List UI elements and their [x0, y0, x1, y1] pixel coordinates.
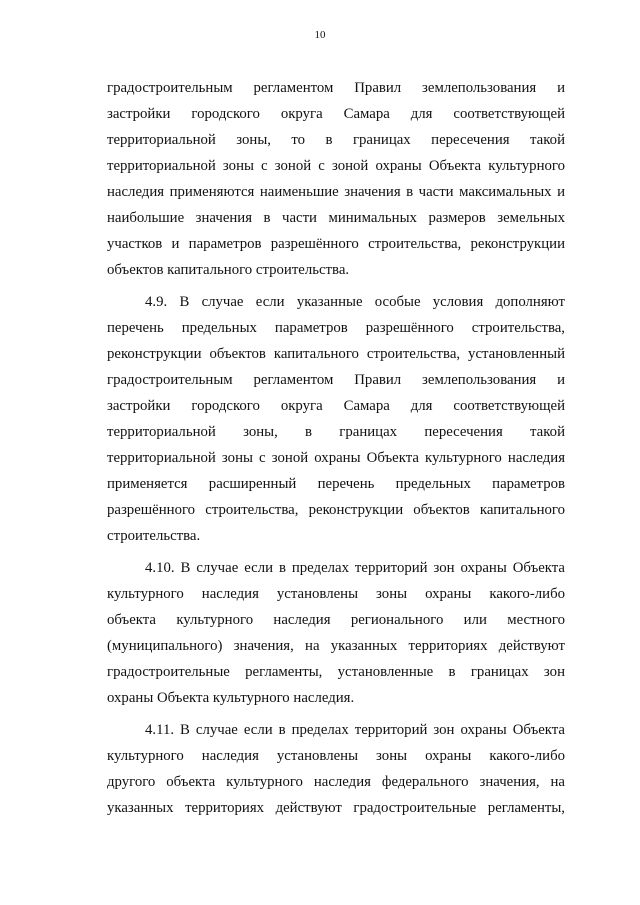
page-number: 10 — [314, 29, 326, 41]
text-line: застройки городского округа Самара для соответствующей — [107, 398, 565, 414]
text-line: территориальной зоны, то в границах пересечения такой — [107, 132, 565, 148]
text-line: перечень предельных параметров разрешённого строительства, — [107, 320, 565, 336]
text-line: реконструкции объектов капитального строительства, установленный — [107, 346, 565, 362]
text-line: охраны Объекта культурного наследия. — [107, 690, 355, 706]
text-line: культурного наследия установлены зоны охраны какого-либо — [107, 748, 565, 764]
text-line: наибольшие значения в части минимальных размеров земельных — [107, 210, 565, 226]
text-line: применяется расширенный перечень предельных параметров — [107, 476, 565, 492]
text-line: разрешённого строительства, реконструкции объектов капитального — [107, 502, 565, 518]
text-line: градостроительным регламентом Правил землепользования и — [107, 80, 565, 96]
paragraph-start: 4.10. В случае если в пределах территорий зон охраны Объекта — [145, 560, 565, 576]
text-line: другого объекта культурного наследия федерального значения, на — [107, 774, 565, 790]
text-line: культурного наследия установлены зоны охраны какого-либо — [107, 586, 565, 602]
text-line: градостроительные регламенты, установленные в границах зон — [107, 664, 565, 680]
text-line: (муниципального) значения, на указанных территориях действуют — [107, 638, 565, 654]
text-line: объекта культурного наследия регионального или местного — [107, 612, 565, 628]
text-line: наследия применяются наименьшие значения в части максимальных и — [107, 184, 565, 200]
text-line: строительства. — [107, 528, 201, 544]
text-line: территориальной зоны с зоной охраны Объекта культурного наследия — [107, 450, 565, 466]
text-line: застройки городского округа Самара для соответствующей — [107, 106, 565, 122]
paragraph-start: 4.9. В случае если указанные особые условия дополняют — [145, 294, 565, 310]
text-line: территориальной зоны с зоной с зоной охраны Объекта культурного — [107, 158, 565, 174]
text-line: территориальной зоны, в границах пересечения такой — [107, 424, 565, 440]
text-line: указанных территориях действуют градостроительные регламенты, — [107, 800, 565, 816]
text-line: участков и параметров разрешённого строительства, реконструкции — [107, 236, 565, 252]
paragraph-start: 4.11. В случае если в пределах территорий зон охраны Объекта — [145, 722, 565, 738]
text-line: объектов капитального строительства. — [107, 262, 350, 278]
text-line: градостроительным регламентом Правил землепользования и — [107, 372, 565, 388]
